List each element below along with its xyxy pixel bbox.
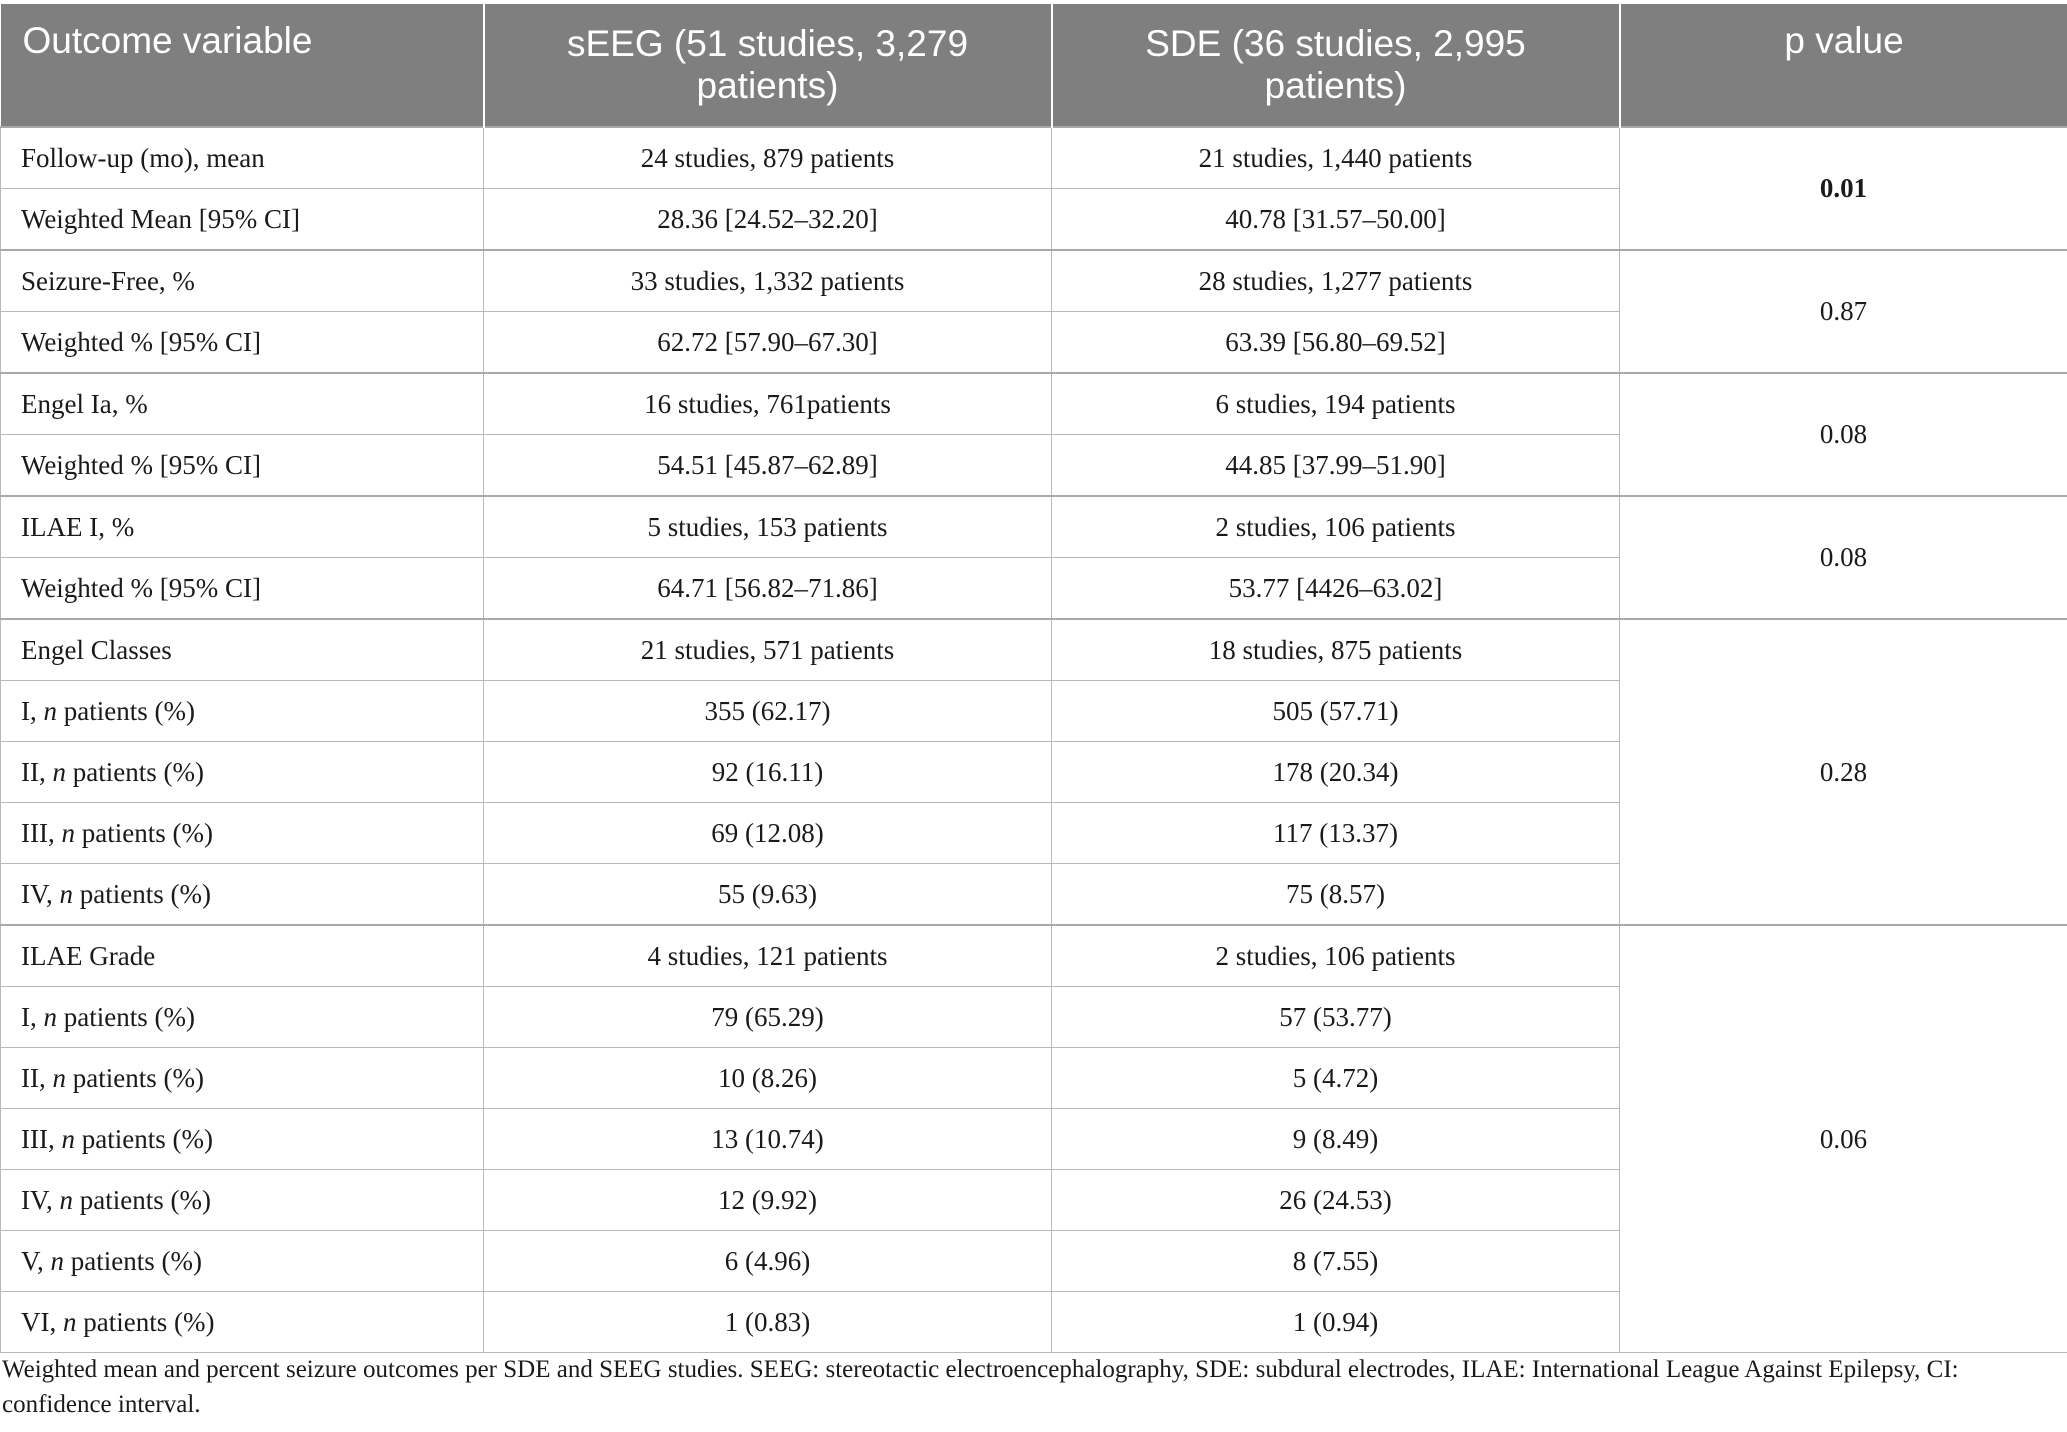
header-seeg: sEEG (51 studies, 3,279 patients) bbox=[484, 4, 1052, 127]
table-row bbox=[1, 619, 2067, 681]
p-value-follow-up: 0.01 bbox=[1620, 127, 2067, 250]
row-label: V, n patients (%) bbox=[1, 1231, 484, 1292]
sde-cell: 18 studies, 875 patients bbox=[1052, 619, 1620, 681]
sde-cell: 178 (20.34) bbox=[1052, 742, 1620, 803]
sde-cell: 75 (8.57) bbox=[1052, 864, 1620, 926]
p-value-ilae-i: 0.08 bbox=[1620, 496, 2067, 619]
seeg-cell: 28.36 [24.52–32.20] bbox=[484, 189, 1052, 251]
seeg-cell: 24 studies, 879 patients bbox=[484, 127, 1052, 189]
seeg-cell: 6 (4.96) bbox=[484, 1231, 1052, 1292]
table-row bbox=[1, 496, 2067, 558]
sde-cell: 57 (53.77) bbox=[1052, 987, 1620, 1048]
sde-cell: 6 studies, 194 patients bbox=[1052, 373, 1620, 435]
table-header bbox=[1, 4, 2067, 127]
sde-cell: 9 (8.49) bbox=[1052, 1109, 1620, 1170]
row-label: Weighted % [95% CI] bbox=[1, 558, 484, 620]
row-label: ILAE Grade bbox=[1, 925, 484, 987]
seeg-cell: 1 (0.83) bbox=[484, 1292, 1052, 1353]
row-label: II, n patients (%) bbox=[1, 742, 484, 803]
seeg-cell: 69 (12.08) bbox=[484, 803, 1052, 864]
row-label: IV, n patients (%) bbox=[1, 1170, 484, 1231]
sde-cell: 5 (4.72) bbox=[1052, 1048, 1620, 1109]
sde-cell: 8 (7.55) bbox=[1052, 1231, 1620, 1292]
row-label: Seizure-Free, % bbox=[1, 250, 484, 312]
row-label: IV, n patients (%) bbox=[1, 864, 484, 926]
row-label: I, n patients (%) bbox=[1, 987, 484, 1048]
seeg-cell: 54.51 [45.87–62.89] bbox=[484, 435, 1052, 497]
row-label: Engel Ia, % bbox=[1, 373, 484, 435]
row-label: Weighted Mean [95% CI] bbox=[1, 189, 484, 251]
seeg-cell: 55 (9.63) bbox=[484, 864, 1052, 926]
seeg-cell: 33 studies, 1,332 patients bbox=[484, 250, 1052, 312]
sde-cell: 63.39 [56.80–69.52] bbox=[1052, 312, 1620, 374]
table-row bbox=[1, 127, 2067, 189]
p-value-engel-classes: 0.28 bbox=[1620, 619, 2067, 925]
row-label: ILAE I, % bbox=[1, 496, 484, 558]
sde-cell: 2 studies, 106 patients bbox=[1052, 925, 1620, 987]
table-row bbox=[1, 925, 2067, 987]
p-value-ilae-grade: 0.06 bbox=[1620, 925, 2067, 1353]
row-label: VI, n patients (%) bbox=[1, 1292, 484, 1353]
table-row bbox=[1, 250, 2067, 312]
header-row bbox=[1, 4, 2067, 127]
seeg-cell: 12 (9.92) bbox=[484, 1170, 1052, 1231]
row-label: III, n patients (%) bbox=[1, 803, 484, 864]
seeg-cell: 4 studies, 121 patients bbox=[484, 925, 1052, 987]
table-caption: Weighted mean and percent seizure outcomes per SDE and SEEG studies. SEEG: stereotactic electroencephalography, SDE: subdural electrodes, ILAE: International League Against Epilepsy, CI: confidence interval. bbox=[2, 1356, 1959, 1418]
seeg-cell: 13 (10.74) bbox=[484, 1109, 1052, 1170]
row-label: Weighted % [95% CI] bbox=[1, 312, 484, 374]
sde-cell: 117 (13.37) bbox=[1052, 803, 1620, 864]
sde-cell: 505 (57.71) bbox=[1052, 681, 1620, 742]
row-label: I, n patients (%) bbox=[1, 681, 484, 742]
sde-cell: 26 (24.53) bbox=[1052, 1170, 1620, 1231]
outcomes-table bbox=[0, 4, 2067, 1353]
row-label: Engel Classes bbox=[1, 619, 484, 681]
sde-cell: 44.85 [37.99–51.90] bbox=[1052, 435, 1620, 497]
row-label: II, n patients (%) bbox=[1, 1048, 484, 1109]
row-label: III, n patients (%) bbox=[1, 1109, 484, 1170]
seeg-cell: 10 (8.26) bbox=[484, 1048, 1052, 1109]
row-label: Follow-up (mo), mean bbox=[1, 127, 484, 189]
p-value-engel-ia: 0.08 bbox=[1620, 373, 2067, 496]
sde-cell: 53.77 [4426–63.02] bbox=[1052, 558, 1620, 620]
seeg-cell: 64.71 [56.82–71.86] bbox=[484, 558, 1052, 620]
header-outcome-variable: Outcome variable bbox=[1, 4, 484, 127]
header-p-value: p value bbox=[1620, 4, 2067, 127]
sde-cell: 2 studies, 106 patients bbox=[1052, 496, 1620, 558]
seeg-cell: 92 (16.11) bbox=[484, 742, 1052, 803]
p-value-seizure-free: 0.87 bbox=[1620, 250, 2067, 373]
sde-cell: 40.78 [31.57–50.00] bbox=[1052, 189, 1620, 251]
outcomes-table-container bbox=[0, 4, 2067, 1353]
sde-cell: 1 (0.94) bbox=[1052, 1292, 1620, 1353]
seeg-cell: 79 (65.29) bbox=[484, 987, 1052, 1048]
row-label: Weighted % [95% CI] bbox=[1, 435, 484, 497]
seeg-cell: 21 studies, 571 patients bbox=[484, 619, 1052, 681]
header-sde: SDE (36 studies, 2,995 patients) bbox=[1052, 4, 1620, 127]
sde-cell: 28 studies, 1,277 patients bbox=[1052, 250, 1620, 312]
seeg-cell: 62.72 [57.90–67.30] bbox=[484, 312, 1052, 374]
table-body bbox=[1, 127, 2067, 1353]
seeg-cell: 355 (62.17) bbox=[484, 681, 1052, 742]
sde-cell: 21 studies, 1,440 patients bbox=[1052, 127, 1620, 189]
seeg-cell: 16 studies, 761patients bbox=[484, 373, 1052, 435]
seeg-cell: 5 studies, 153 patients bbox=[484, 496, 1052, 558]
table-row bbox=[1, 373, 2067, 435]
